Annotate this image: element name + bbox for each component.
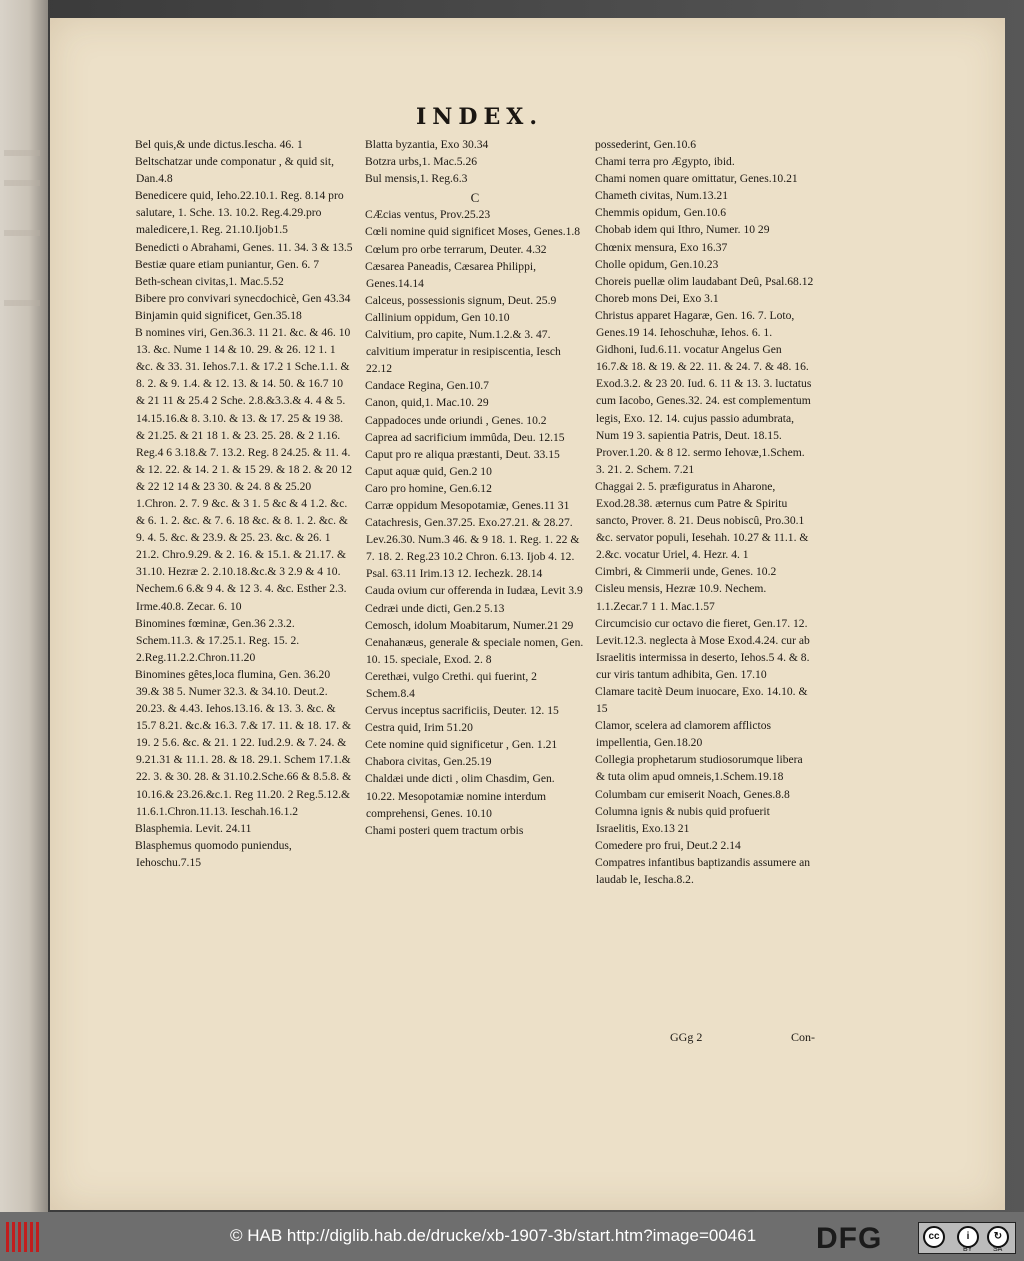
index-entry: Cisleu mensis, Hezræ 10.9. Nechem. 1.1.Zecar.7 1 1. Mac.1.57: [595, 582, 767, 613]
signature-mark: GGg 2: [670, 1030, 703, 1044]
index-entry-dropcap: CÆcias ventus, Prov.25.23: [365, 208, 491, 222]
index-entry: Bestiæ quare etiam puniantur, Gen. 6. 7: [135, 257, 320, 271]
faded-text-line: [4, 300, 40, 306]
index-entry: Collegia prophetarum studiosorumque libera & tuta olim apud omneis,1.Schem.19.18: [595, 753, 803, 784]
index-entry: Cholle opidum, Gen.10.23: [595, 257, 719, 271]
index-entry: Chami nomen quare omittatur, Genes.10.21: [595, 172, 798, 186]
index-entry: Columbam cur emiserit Noach, Genes.8.8: [595, 787, 790, 801]
index-entry: Caro pro homine, Gen.6.12: [365, 481, 492, 495]
index-entry: possederint, Gen.10.6: [595, 138, 697, 151]
index-entry: Catachresis, Gen.37.25. Exo.27.21. & 28.27. Lev.26.30. Num.3 46. & 9 18. 1. Reg. 1. 22 & 7. 18. 2. Reg.23 10.2 Chron. 6.13. Ijob 4. 12. Psal. 63.11 Irim.13 12. Iechezk. 28.14: [365, 516, 580, 581]
index-entry: Cappadoces unde oriundi , Genes. 10.2: [365, 413, 547, 427]
index-entry: Binomines fœminæ, Gen.36 2.3.2. Schem.11.3. & 17.25.1. Reg. 15. 2. 2.Reg.11.2.2.Chron.11.20: [135, 616, 300, 664]
index-entry: Choreis puellæ olim laudabant Deû, Psal.68.12: [595, 274, 814, 288]
copyright-url[interactable]: © HAB http://diglib.hab.de/drucke/xb-1907-3b/start.htm?image=00461: [230, 1226, 757, 1245]
index-entry: Cœli nomine quid significet Moses, Genes.1.8: [365, 225, 581, 239]
cc-icon: cc: [923, 1226, 945, 1248]
index-entry: Clamare tacitè Deum inuocare, Exo. 14.10. & 15: [595, 685, 808, 716]
index-entry: Bibere pro convivari synecdochicè, Gen 43.34: [135, 291, 351, 305]
index-entry: Calceus, possessionis signum, Deut. 25.9: [365, 293, 557, 307]
index-entry: Cauda ovium cur offerenda in Iudæa, Levit 3.9: [365, 584, 583, 598]
index-entry: Cœlum pro orbe terrarum, Deuter. 4.32: [365, 242, 547, 256]
section-letter: C: [470, 190, 480, 206]
index-entry: Cete nomine quid significetur , Gen. 1.21: [365, 738, 558, 752]
index-entry: Chabora civitas, Gen.25.19: [365, 755, 492, 769]
index-entry: Calvitium, pro capite, Num.1.2.& 3. 47. calvitium imperatur in resipiscentia, Iesch 22.12: [365, 328, 561, 376]
index-entry: Chami posteri quem tractum orbis: [365, 823, 524, 837]
dfg-logo: DFG: [816, 1222, 883, 1255]
index-column-1: [136, 136, 354, 871]
index-entry: Benedicti o Abrahami, Genes. 11. 34. 3 & 13.5: [135, 240, 353, 254]
index-entry: Compatres infantibus baptizandis assumere an laudab le, Iescha.8.2.: [595, 855, 811, 887]
index-entry: Canon, quid,1. Mac.10. 29: [365, 396, 489, 410]
page-title: INDEX.: [416, 104, 543, 130]
index-entry: Cervus inceptus sacrificiis, Deuter. 12. 15: [365, 704, 559, 718]
index-entry: Blatta byzantia, Exo 30.34: [365, 138, 489, 151]
left-page-edge: [0, 0, 48, 1212]
index-entry: Christus apparet Hagaræ, Gen. 16. 7. Loto, Genes.19 14. Iehoschuhæ, Iehos. 6. 1. Gidhoni, Iud.6.11. vocatur Angelus Gen 16.7.& 18. & 19. & 22. 11. & 24. 7. & 48. 16. Exod.3.2. & 23 20. Iud. 6. 11 & 13. 3. luctatus cum Iacobo, Genes.32. 24. est complementum legis, Exo. 12. 14. cujus passio adumbrata, Num 19 3. sapientia Patris, Deut. 18.15. Prover.1.20. & 8 12. sermo Iehovæ,1.Schem. 3. 21. 2. Schem. 7.21: [595, 308, 812, 476]
index-entry: Chobab idem qui Ithro, Numer. 10 29: [595, 223, 770, 237]
index-entry: Chœnix mensura, Exo 16.37: [595, 240, 728, 254]
faded-text-line: [4, 150, 40, 156]
index-entry: Caprea ad sacrificium immûda, Deu. 12.15: [365, 430, 565, 444]
share-alike-icon: ↻: [987, 1226, 1009, 1248]
index-entry: B nomines viri, Gen.36.3. 11 21. &c. & 46. 10 13. &c. Nume 1 14 & 10. 29. & 26. 12 1. 1 &c. & 33. 31. Iehos.7.1. & 17.2 1 Sche.1.1. & 8. 2. & 9. 1.4. & 12. 13. & 14. 50. & 16.7 10 & 21 11 & 25.4 2 Sche. 2.8.&3.3.& 4. 4 & 5. 14.15.16.& 8. 3.10. & 13. & 17. 25 & 19 38. & 21.25. & 21 18 1. & 23. 25. 28. & 2 1.16. Reg.4 6 3.18.& 7. 13.2. Reg. 8 24.25. & 11. 4. & 12. 22. & 14. 2 1. & 15 29. & 18 2. & 20 12 & 22 12 14 & 23 30. & 24. 8 & 25.20 1.Chron. 2. 7. 9 &c. & 3 1. 5 &c & 4 1.2. &c. & 6. 1. 2. &c. & 7. 6. 18 &c. & 8. 1. 2. &c. & 9. 4. 5. &c. & 23.9. & 25. 23. &c. & 26. 1 21.2. Chro.9.29. & 2. 16. & 15.1. & 21.17. & 31.10. Hezræ 2. 2.10.18.&c.& 3 2.9 & 4 10. Nechem.6 6.& 9 4. & 12 3. 4. &c. Esther 2.3. Irme.40.8. Zecar. 6. 10: [135, 326, 353, 613]
index-entry: Cedræi unde dicti, Gen.2 5.13: [365, 601, 505, 615]
index-entry: Caput pro re aliqua præstanti, Deut. 33.15: [365, 447, 560, 461]
index-entry: Cestra quid, Irim 51.20: [365, 721, 473, 735]
index-entry: Columna ignis & nubis quid profuerit Israelitis, Exo.13 21: [595, 804, 770, 835]
index-entry: Carræ oppidum Mesopotamiæ, Genes.11 31: [365, 498, 570, 512]
index-entry: Chemmis opidum, Gen.10.6: [595, 206, 727, 220]
index-entry: Cerethæi, vulgo Crethi. qui fuerint, 2 Schem.8.4: [365, 669, 537, 700]
catchword: Con-: [791, 1030, 815, 1044]
faded-text-line: [4, 230, 40, 236]
index-entry: Callinium oppidum, Gen 10.10: [365, 310, 510, 324]
index-entry: Caput aquæ quid, Gen.2 10: [365, 464, 492, 478]
index-entry: Cæsarea Paneadis, Cæsarea Philippi, Genes.14.14: [365, 259, 536, 290]
index-entry: Beltschatzar unde componatur , & quid sit, Dan.4.8: [135, 155, 334, 186]
index-column-3: [596, 136, 814, 888]
index-entry: Cemosch, idolum Moabitarum, Numer.21 29: [365, 618, 574, 632]
index-entry: Cimbri, & Cimmerii unde, Genes. 10.2: [595, 565, 777, 579]
cc-by-sa-icon[interactable]: [918, 1222, 1016, 1254]
index-entry: Chaggai 2. 5. præfiguratus in Aharone, Exod.28.38. æternus cum Patre & Spiritu sancto, Prover. 8. 21. Deus nobiscû, Pro.30.1 &c. servator populi, Iesehah. 10.27 & 11.1. & 2.&c. vocatur Uriel, 4. Hezr. 4. 1: [595, 479, 809, 562]
index-entry: Chami terra pro Ægypto, ibid.: [595, 155, 735, 169]
index-entry: Bel quis,& unde dictus.Iescha. 46. 1: [135, 138, 303, 151]
index-entry: Candace Regina, Gen.10.7: [365, 379, 489, 393]
index-entry: Botzra urbs,1. Mac.5.26: [365, 155, 478, 169]
index-entry: Cenahanæus, generale & speciale nomen, Gen. 10. 15. speciale, Exod. 2. 8: [365, 635, 584, 666]
index-entry: Binomines gêtes,loca flumina, Gen. 36.20 39.& 38 5. Numer 32.3. & 34.10. Deut.2. 20.23. & 4.43. Iehos.13.16. & 13. 3. &c. & 15.7 8.21. &c.& 16.3. 7.& 17. 11. & 18. 17. & 19. 2 5.6. &c. & 21. 1 22. Iud.2.9. & 7. 24. & 9.21.31 & 11.1. 28. & 18. 29.1. Schem 17.1.& 22. 3. & 30. 28. & 31.10.2.Sche.66 & 8.5.8. & 10.16.& 23.26.&c.1. Reg 11.20. 2 Reg.5.12.& 11.6.1.Chron.11.13. Ieschah.16.1.2: [135, 667, 352, 818]
index-entry: Chameth civitas, Num.13.21: [595, 189, 728, 203]
index-entry: Chaldæi unde dicti , olim Chasdim, Gen. 10.22. Mesopotamiæ nomine interdum comprehensi, Genes. 10.10: [365, 772, 555, 820]
by-label: BY: [963, 1246, 973, 1253]
index-entry: Choreb mons Dei, Exo 3.1: [595, 291, 719, 305]
faded-text-line: [4, 180, 40, 186]
index-entry: Circumcisio cur octavo die fieret, Gen.17. 12. Levit.12.3. neglecta à Mose Exod.4.24. cur ab Israelitis intermissa in deserto, Iehos.5 4. & 8. cur viris tantum adhibita, Gen. 17.10: [595, 616, 810, 681]
index-entry: Bul mensis,1. Reg.6.3: [365, 172, 468, 186]
index-column-2: [366, 136, 584, 839]
viewer-footer: [0, 1212, 1024, 1261]
index-entry: Blasphemus quomodo puniendus, Iehoschu.7.15: [135, 838, 292, 869]
index-entry: Beth-schean civitas,1. Mac.5.52: [135, 274, 284, 288]
index-entry: Benedicere quid, Ieho.22.10.1. Reg. 8.14 pro salutare, 1. Sche. 13. 10.2. Reg.4.29.pro maledicere,1. Reg. 21.10.Ijob1.5: [135, 189, 344, 237]
person-icon: i: [957, 1226, 979, 1248]
book-page: [50, 18, 1005, 1210]
index-entry: Clamor, scelera ad clamorem afflictos impellentia, Gen.18.20: [595, 719, 772, 750]
barcode-icon: [6, 1222, 40, 1252]
index-entry: Comedere pro frui, Deut.2 2.14: [595, 838, 741, 852]
sa-label: SA: [993, 1246, 1003, 1253]
index-entry: Binjamin quid significet, Gen.35.18: [135, 308, 302, 322]
index-entry: Blasphemia. Levit. 24.11: [135, 821, 252, 835]
